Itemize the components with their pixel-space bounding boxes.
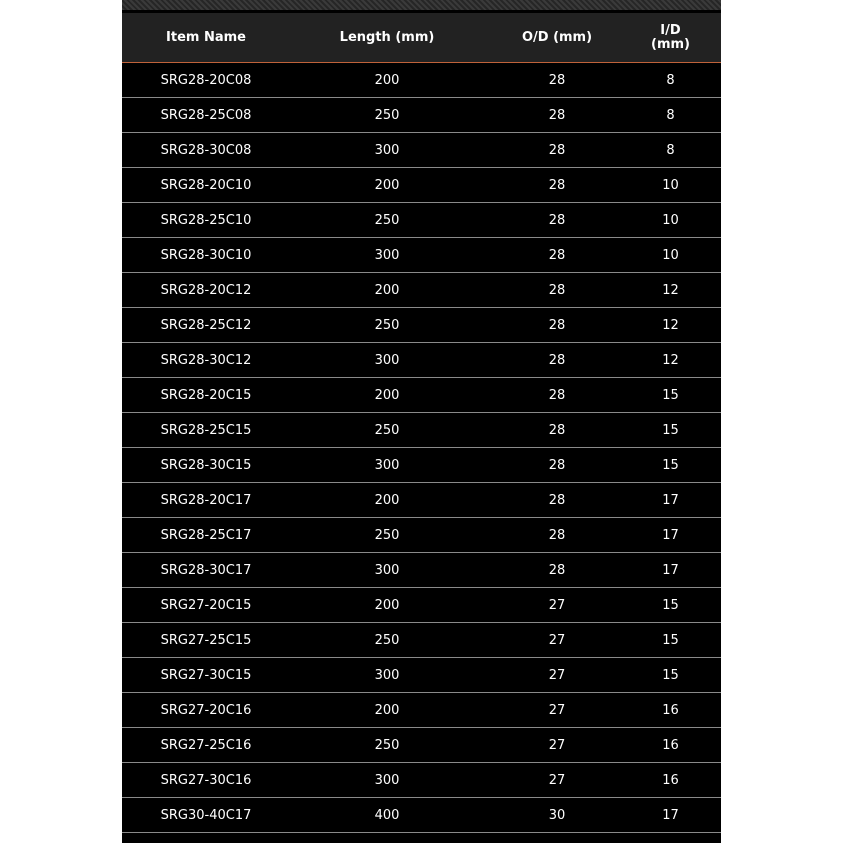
table-row [122,448,721,483]
table-header [122,13,721,63]
table-row [122,308,721,343]
inner-diameter-cell: 12 [662,282,679,298]
item-name-cell: SRG28-20C17 [160,492,252,508]
item-name-cell: SRG27-30C15 [160,667,252,683]
length-cell: 300 [374,457,400,473]
item-name-cell: SRG28-30C08 [160,142,252,158]
outer-diameter-cell: 28 [548,282,566,298]
outer-diameter-cell: 28 [548,177,566,193]
inner-diameter-cell: 8 [666,72,675,88]
item-name-cell: SRG27-25C15 [160,632,252,648]
item-name-cell: SRG27-25C16 [160,737,252,753]
table-row [122,413,721,448]
inner-diameter-cell: 15 [662,667,679,683]
outer-diameter-cell: 28 [548,212,566,228]
item-name-cell: SRG28-20C10 [160,177,252,193]
inner-diameter-cell: 17 [662,562,679,578]
outer-diameter-cell: 27 [548,632,566,648]
decorative-top-strip [122,0,721,10]
outer-diameter-cell: 28 [548,247,566,263]
length-cell: 300 [374,772,400,788]
length-cell: 250 [374,107,400,123]
outer-diameter-cell: 27 [548,772,566,788]
length-cell: 300 [374,667,400,683]
item-name-cell: SRG27-30C16 [160,772,252,788]
length-cell: 200 [374,702,400,718]
length-cell: 200 [374,72,400,88]
inner-diameter-cell: 15 [662,457,679,473]
table-row [122,238,721,273]
outer-diameter-cell: 28 [548,142,566,158]
table-row [122,623,721,658]
table-body [122,63,721,833]
item-name-cell: SRG28-20C08 [160,72,252,88]
outer-diameter-cell: 28 [548,387,566,403]
outer-diameter-cell: 28 [548,562,566,578]
table-row [122,98,721,133]
inner-diameter-cell: 15 [662,632,679,648]
outer-diameter-cell: 27 [548,737,566,753]
length-cell: 200 [374,282,400,298]
item-name-cell: SRG27-20C16 [160,702,252,718]
table-row [122,483,721,518]
outer-diameter-cell: 28 [548,317,566,333]
table-row [122,588,721,623]
header-length: Length (mm) [339,29,435,45]
table-row [122,343,721,378]
length-cell: 300 [374,562,400,578]
outer-diameter-cell: 28 [548,457,566,473]
outer-diameter-cell: 27 [548,597,566,613]
inner-diameter-cell: 12 [662,352,679,368]
outer-diameter-cell: 28 [548,352,566,368]
item-name-cell: SRG28-25C12 [160,317,252,333]
inner-diameter-cell: 17 [662,527,679,543]
table-row [122,273,721,308]
item-name-cell: SRG28-25C17 [160,527,252,543]
item-name-cell: SRG28-20C12 [160,282,252,298]
length-cell: 300 [374,142,400,158]
item-name-cell: SRG30-40C17 [160,807,252,823]
inner-diameter-cell: 10 [662,212,679,228]
spec-table-panel [122,0,721,843]
header-inner-diameter [630,13,711,62]
outer-diameter-cell: 28 [548,72,566,88]
length-cell: 200 [374,387,400,403]
inner-diameter-cell: 10 [662,177,679,193]
length-cell: 250 [374,737,400,753]
table-row [122,553,721,588]
item-name-cell: SRG27-20C15 [160,597,252,613]
length-cell: 250 [374,317,400,333]
item-name-cell: SRG28-30C15 [160,457,252,473]
table-row [122,378,721,413]
length-cell: 250 [374,212,400,228]
item-name-cell: SRG28-30C12 [160,352,252,368]
length-cell: 250 [374,632,400,648]
length-cell: 200 [374,177,400,193]
item-name-cell: SRG28-25C10 [160,212,252,228]
inner-diameter-cell: 15 [662,597,679,613]
length-cell: 200 [374,597,400,613]
inner-diameter-cell: 12 [662,317,679,333]
header-item-name: Item Name [166,29,246,45]
table-row [122,168,721,203]
header-inner-diameter-label: I/D (mm) [651,22,690,52]
table-row [122,518,721,553]
length-cell: 250 [374,422,400,438]
inner-diameter-cell: 15 [662,422,679,438]
table-row [122,658,721,693]
inner-diameter-cell: 16 [662,772,679,788]
length-cell: 300 [374,247,400,263]
table-row [122,203,721,238]
outer-diameter-cell: 27 [548,667,566,683]
table-row [122,133,721,168]
inner-diameter-cell: 17 [662,807,679,823]
inner-diameter-cell: 10 [662,247,679,263]
outer-diameter-cell: 28 [548,527,566,543]
table-row [122,693,721,728]
item-name-cell: SRG28-25C08 [160,107,252,123]
outer-diameter-cell: 28 [548,422,566,438]
outer-diameter-cell: 28 [548,107,566,123]
table-row [122,763,721,798]
item-name-cell: SRG28-25C15 [160,422,252,438]
item-name-cell: SRG28-20C15 [160,387,252,403]
inner-diameter-cell: 15 [662,387,679,403]
length-cell: 300 [374,352,400,368]
outer-diameter-cell: 30 [548,807,566,823]
outer-diameter-cell: 28 [548,492,566,508]
inner-diameter-cell: 8 [666,107,675,123]
item-name-cell: SRG28-30C17 [160,562,252,578]
inner-diameter-cell: 17 [662,492,679,508]
table-row [122,63,721,98]
header-outer-diameter: O/D (mm) [521,29,593,45]
inner-diameter-cell: 16 [662,737,679,753]
table-row [122,798,721,833]
inner-diameter-cell: 8 [666,142,675,158]
table-row [122,728,721,763]
outer-diameter-cell: 27 [548,702,566,718]
length-cell: 400 [374,807,400,823]
length-cell: 200 [374,492,400,508]
inner-diameter-cell: 16 [662,702,679,718]
length-cell: 250 [374,527,400,543]
item-name-cell: SRG28-30C10 [160,247,252,263]
